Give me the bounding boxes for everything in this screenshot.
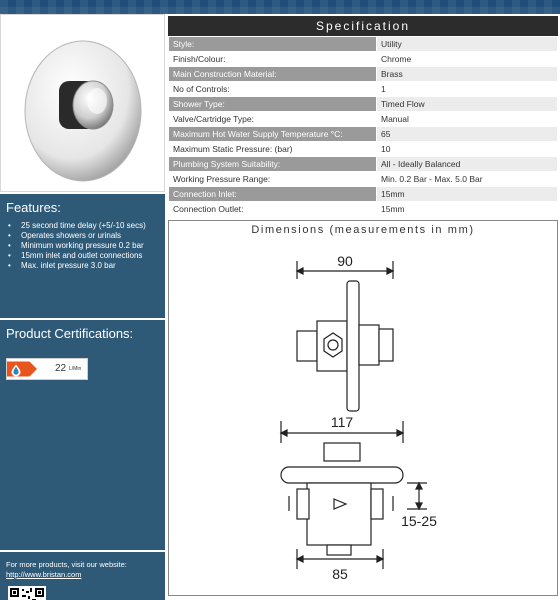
table-row (169, 82, 558, 97)
spec-label: Valve/Cartridge Type: (169, 112, 377, 127)
push-button-valve-image (1, 15, 166, 193)
flow-rate-value: 22 (55, 363, 67, 374)
table-row (169, 202, 558, 217)
table-row (169, 142, 558, 157)
table-row (169, 52, 558, 67)
specification-table (168, 36, 558, 217)
spec-value: Manual (377, 112, 558, 127)
spec-value: 10 (377, 142, 558, 157)
table-row (169, 157, 558, 172)
features-list-item: • Operates showers or urinals (8, 231, 159, 240)
water-drop-icon (7, 359, 37, 379)
features-list-item: • Max. inlet pressure 3.0 bar (8, 261, 159, 270)
features-list-item: • Minimum working pressure 0.2 bar (8, 241, 159, 250)
dimensions-panel (168, 220, 558, 596)
front-width-label: 117 (330, 414, 354, 430)
table-row (169, 172, 558, 187)
spec-label: Shower Type: (169, 97, 377, 112)
left-column (0, 14, 165, 600)
spec-value: 15mm (377, 202, 558, 217)
spec-value: Min. 0.2 Bar - Max. 5.0 Bar (377, 172, 558, 187)
spec-value: Chrome (377, 52, 558, 67)
features-panel (0, 194, 165, 318)
inlet-width-label: 85 (332, 566, 348, 582)
table-row (169, 37, 558, 52)
dimensions-title: Dimensions (measurements in mm) (251, 224, 475, 236)
spec-label: No of Controls: (169, 82, 377, 97)
certifications-panel (0, 320, 165, 550)
spec-value: Timed Flow (377, 97, 558, 112)
spec-value: 1 (377, 82, 558, 97)
spec-label: Style: (169, 37, 377, 52)
spec-label: Finish/Colour: (169, 52, 377, 67)
dimensions-drawing (169, 221, 559, 597)
table-row (169, 97, 558, 112)
spec-label: Maximum Static Pressure: (bar) (169, 142, 377, 157)
spec-value: 65 (377, 127, 558, 142)
spec-value: Utility (377, 37, 558, 52)
website-footer (0, 552, 165, 600)
qr-code-icon (8, 586, 46, 600)
features-list-item: • 25 second time delay (+5/-10 secs) (8, 221, 159, 230)
top-width-label: 90 (337, 253, 353, 269)
features-list-item: • 15mm inlet and outlet connections (8, 251, 159, 260)
features-title: Features: (6, 200, 61, 215)
features-list (0, 215, 165, 270)
spec-value: 15mm (377, 187, 558, 202)
product-photo (0, 14, 165, 192)
spec-value: Brass (377, 67, 558, 82)
spec-label: Maximum Hot Water Supply Temperature °C: (169, 127, 377, 142)
spec-label: Connection Inlet: (169, 187, 377, 202)
spec-value: All - Ideally Balanced (377, 157, 558, 172)
footer-text: For more products, visit our website: (6, 560, 127, 569)
specification-title: Specification (168, 16, 558, 36)
spec-label: Working Pressure Range: (169, 172, 377, 187)
flow-rate-badge (6, 358, 88, 380)
spec-label: Plumbing System Suitability: (169, 157, 377, 172)
table-row (169, 127, 558, 142)
certifications-title: Product Certifications: (6, 326, 134, 341)
table-row (169, 112, 558, 127)
depth-range-label: 15-25 (401, 513, 437, 529)
table-row (169, 187, 558, 202)
top-decorative-band (0, 0, 560, 14)
table-row (169, 67, 558, 82)
spec-label: Connection Outlet: (169, 202, 377, 217)
flow-rate-unit: L/Min (69, 366, 82, 372)
website-link[interactable]: http://www.bristan.com (6, 570, 82, 579)
spec-label: Main Construction Material: (169, 67, 377, 82)
